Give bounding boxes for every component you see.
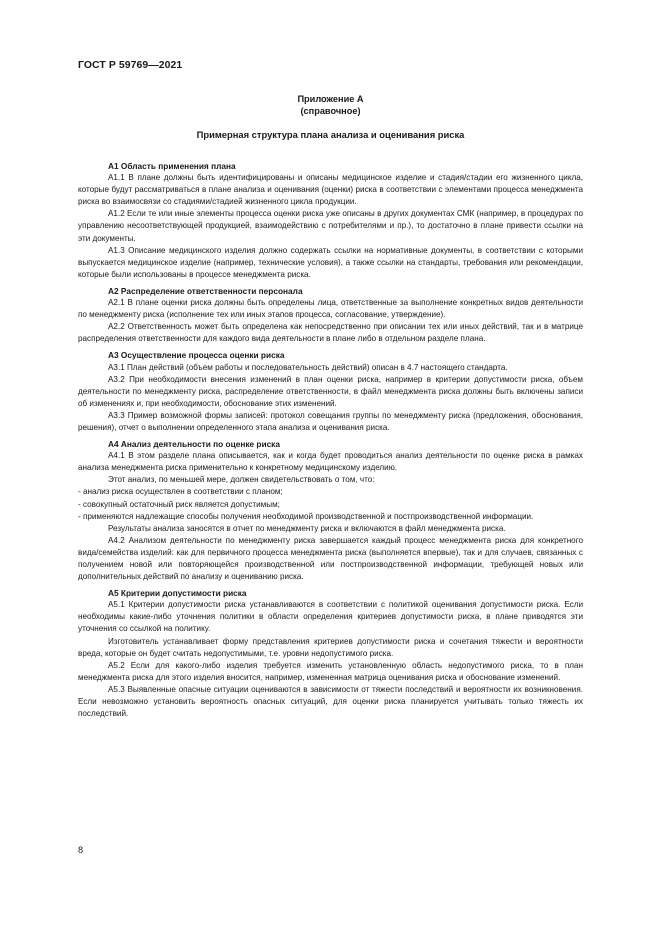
section-heading-a4: А4 Анализ деятельности по оценке риска xyxy=(108,439,280,450)
list-item-a4-2: - совокупный остаточный риск является допустимым; xyxy=(78,499,280,509)
document-body xyxy=(78,160,583,720)
paragraph-a2-1: А2.1 В плане оценки риска должны быть определены лица, ответственные за выполнение конкретных видов деятельности по менеджменту риска (исполнение тех или иных этапов процесса, согласование, утверждение). xyxy=(78,298,583,320)
list-item-a4-3: - применяются надлежащие способы получения необходимой производственной и постпроизводственной информации. xyxy=(78,511,534,521)
paragraph-a3-2: А3.2 При необходимости внесения изменений в план оценки риска, например в критерии допустимости риска, объем деятельности по менеджменту риска, распределение ответственности, в файл менеджмента риска должны быть включены записи об изменениях и, при необходимости, обоснование этих изменений. xyxy=(78,374,583,408)
paragraph-a3-1: А3.1 План действий (объем работы и последовательность действий) описан в 4.7 настоящего стандарта. xyxy=(108,362,508,372)
paragraph-a4-intro: Этот анализ, по меньшей мере, должен свидетельствовать о том, что: xyxy=(108,475,375,485)
paragraph-a5-2: А5.2 Если для какого-либо изделия требуется изменить установленную область недопустимого риска, то в план менеджмента риска для этого изделия вносится, например, измененная матрица оценивания риска и обоснование изменений. xyxy=(78,660,583,682)
paragraph-a3-3: А3.3 Пример возможной формы записей: протокол совещания группы по менеджменту риска (предложения, обоснования, решения), отчет о выполнении определенного этапа анализа и оценивания риска. xyxy=(78,410,583,432)
annex-title: Примерная структура плана анализа и оценивания риска xyxy=(196,129,465,140)
annex-label: Приложение А xyxy=(297,94,364,104)
paragraph-a5-1: А5.1 Критерии допустимости риска устанавливаются в соответствии с политикой оценивания допустимости риска. Если необходимы какие-либо уточнения политики в области определения критериев допустимости риска, в плане приводятся эти уточнения со ссылкой на политику. xyxy=(78,600,583,634)
paragraph-a5-3: А5.3 Выявленные опасные ситуации оцениваются в зависимости от тяжести последствий и вероятности их возникновения. Если невозможно установить вероятность опасных ситуаций, для оценки риска планируется учитывать только тяжесть их последствий. xyxy=(78,684,583,719)
paragraph-a1-3: А1.3 Описание медицинского изделия должно содержать ссылки на нормативные документы, в соответствии с которыми выпускается медицинское изделие (например, технические условия), а также ссылки на стандарты, требования или рекомендации, которые были использованы в процессе менеджмента риска. xyxy=(78,245,583,279)
page-number: 8 xyxy=(78,845,84,855)
paragraph-a1-2: А1.2 Если те или иные элементы процесса оценки риска уже описаны в других документах СМК (например, в процедурах по управлению несоответствующей продукцией, взаимодействию с потребителями и пр.), то достаточно в плане привести ссылки на эти документы. xyxy=(78,209,583,243)
paragraph-a4-1: А4.1 В этом разделе плана описывается, как и когда будет проводиться анализ деятельности по оценке риска в рамках анализа менеджмента риска применительно к конкретному медицинскому изделию. xyxy=(78,451,583,473)
section-heading-a5: А5 Критерии допустимости риска xyxy=(108,588,247,599)
section-heading-a1: А1 Область применения плана xyxy=(108,161,236,171)
section-heading-a2: А2 Распределение ответственности персонала xyxy=(108,285,303,296)
paragraph-a1-1: А1.1 В плане должны быть идентифицированы и описаны медицинское изделие и стадия/стадии его жизненного цикла, которые будут рассматриваться в плане анализа и оценивания (оценки) риска в соответствии с элементами процесса менеджмента риска во взаимосвязи со стадиями/стадией жизненного цикла продукции. xyxy=(78,173,583,207)
document-number: ГОСТ Р 59769—2021 xyxy=(78,60,183,71)
paragraph-a4-2: А4.2 Анализом деятельности по менеджменту риска завершается каждый процесс менеджмента риска для конкретного вида/семейства изделий: как для первичного процесса менеджмента риска (выполняется впервые), так и для случаев, связанных с получением новой или повторяющейся производственной или постпроизводственной информации, требующей новых или дополнительных действий по анализу и оцениванию риска. xyxy=(78,535,583,582)
list-item-a4-1: - анализ риска осуществлен в соответствии с планом; xyxy=(78,487,283,497)
paragraph-a4-results: Результаты анализа заносятся в отчет по менеджменту риска и включаются в файл менеджмента риска. xyxy=(108,523,506,533)
section-heading-a3: А3 Осуществление процесса оценки риска xyxy=(108,350,285,361)
paragraph-a2-2: А2.2 Ответственность может быть определена как непосредственно при описании тех или иных действий, так и в матрице распределения ответственности для каждого вида деятельности в плане либо в отдельном разделе плана. xyxy=(78,322,583,344)
annex-kind: (справочное) xyxy=(300,106,361,116)
paragraph-a5-manufacturer: Изготовитель устанавливает форму представления критериев допустимости риска и сочетания тяжести и вероятности вреда, которые он будет считать недопустимыми, т.е. уровни недопустимого риска. xyxy=(78,636,583,658)
